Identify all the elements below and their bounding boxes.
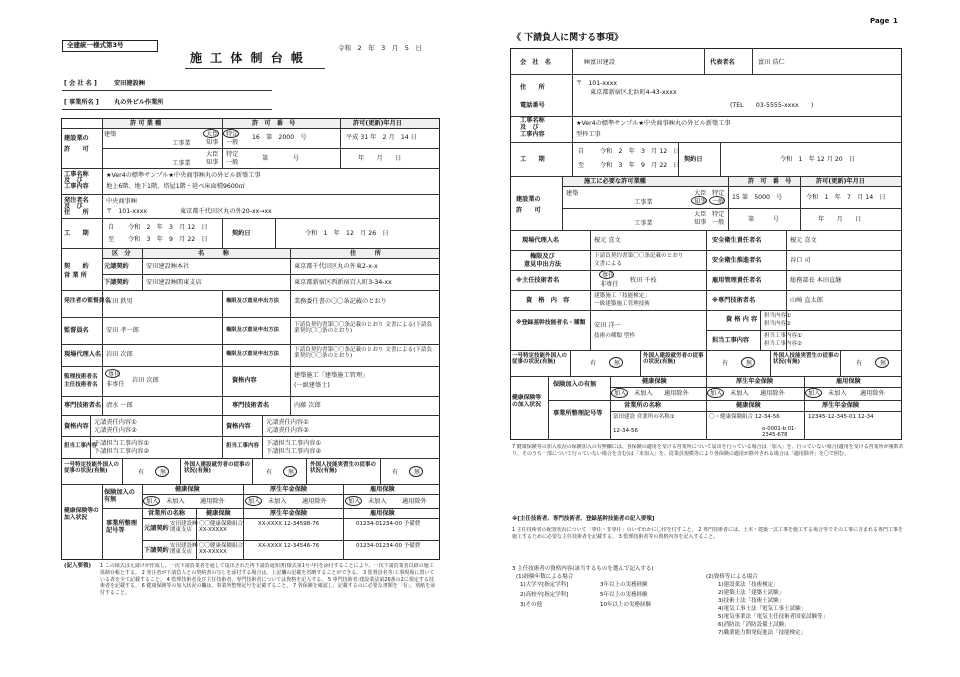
sub-work-name: ★Ver4の標準サンプル★中央商事㈱丸の外ビル新築工事 (576, 120, 731, 127)
notes-text: 1 この様式は元請けが作成し、一次下請負業者を通して提出された再下請負通知書(様式第1号-甲)を添付することにより、一次下請負業者以降の施工体制台帳とする。 2 発注者が下請負人との契約書の写しを添付する場合は、上記欄の記載を省略することができる。 3 監督員名等:工事現場に置いている者を全て記載すること。 4 監理技術者及び主任技術者、専門技術者については資格を記入する。 5 専門技術者:建設業法第26条の2に規定する技術者を記載する。 6 健康保険等の加入状況の欄は、事業所整理記号を記載すること。 7 各保険を確認し、記載するのに必要な書類を「有」、別紙を添付すること。 (100, 563, 436, 596)
list-item: 1)大学卒[指定学科] (520, 582, 569, 588)
chief-engineer-name: 岩田 次郎 (132, 377, 159, 384)
sub-address: 東京都新宿区北浜町4-43-xxxx (590, 89, 677, 96)
list-item: 10年以上の実務経験 (600, 602, 651, 608)
sub-safety-name: 榎元 喜文 (790, 237, 817, 244)
sub-license-date: 令和 1 年 7 月 14 日 (806, 194, 886, 201)
company-label: [ 会 社 名 ] (64, 80, 97, 87)
list-item: 5)電気事業法「電気主任技術者国家試験等」 (718, 614, 829, 620)
list-item: 2)高校卒[指定学科] (520, 592, 569, 598)
project-name: ★Ver4の標準サンプル★中央商事㈱丸の外ビル新築工事 (106, 172, 261, 179)
sub-specialist-name: 山崎 直太郎 (790, 297, 823, 304)
office-name: 丸の外ビル作業所 (114, 99, 164, 106)
page-title: 施 工 体 制 台 帳 (190, 51, 305, 65)
contract-date: 令和 1 年 12 月 26 日 (305, 230, 389, 237)
sub-notes-2: 1 主任技術者の配置状況について「専任・非専任」のいずれかに〇印を付すこと。 2 専門技術者には、土木・建築一式工事を施工する場合等でその工事に含まれる専門工事を施工するために必要な主任技術者を記載する。 3 監理技術者等の資格内容を記入すること。 (512, 527, 904, 540)
sub-safety-promoter: 谷口 司 (790, 257, 811, 264)
office-label: [ 事業所名 ] (64, 99, 99, 106)
sub-employment-manager: 総務部長 本田直継 (790, 277, 842, 284)
form-number: 全建統一様式第3号 (67, 41, 124, 49)
client-address: 東京都千代田区丸の外20-xx→xx (180, 208, 272, 215)
list-item: 2)建築士法「建築士試験」 (718, 590, 785, 596)
list-item: 7)職業能力開発促進法「技能検定」 (718, 630, 807, 636)
period-from: 令和 2 年 3 月 12 日 (128, 224, 208, 231)
contract-row-kind: 下請契約 (104, 279, 129, 286)
insurance-row-kind: 元請契約 (144, 525, 169, 532)
insurance-row-kind: 下請契約 (144, 547, 169, 554)
document-date: 令和 2 年 3 月 5 日 (338, 44, 422, 52)
sub-contract-date: 令和 1 年 12 月 20 日 (780, 156, 856, 163)
client-name: 中央商事㈱ (106, 198, 137, 205)
period-to: 令和 3 年 9 月 22 日 (128, 236, 208, 243)
license-date: 平成 31 年 2 月 14 日 (346, 134, 417, 141)
sub-chief-name: 牧田 千枝 (630, 277, 657, 284)
specialist-name-right: 内藤 次郎 (294, 402, 321, 409)
contract-row-kind: 元請契約 (104, 263, 129, 270)
page-label: Page (870, 17, 890, 25)
list-item: (2)資格等による場合 (706, 574, 758, 580)
page-number: 1 (893, 17, 898, 25)
sub-skilled-name: 安田 洋一 (594, 322, 621, 329)
contract-row-name: 安田建設㈱関東支店 (146, 279, 202, 286)
sub-representative: 富田 浩仁 (758, 59, 785, 66)
sub-work-content: 型枠工事 (576, 131, 601, 138)
sub-phone: (TEL 03-5555-xxxx ) (730, 102, 814, 109)
list-item: (1)経験年数による場合 (516, 574, 574, 580)
list-item: 5年以上の実務経験 (600, 592, 648, 598)
contract-row-address: 東京都千代田区丸の外東2-x-x (294, 263, 378, 270)
license-number: 16 第 2000 号 (252, 134, 307, 141)
list-item: 3)技術士法「技術士試験」 (718, 598, 785, 604)
list-item: 3年以上の実務経験 (600, 582, 648, 588)
list-item: 4)電気工事士法「電気工事士試験」 (718, 606, 807, 612)
license-trade: 建築 (104, 131, 117, 138)
sub-company-name: ㈱富田建設 (584, 59, 615, 66)
supervisor-name: 吉田 鉄男 (106, 298, 133, 305)
subcontractor-section-title: 《 下請負人に関する事項》 (512, 33, 624, 43)
contract-row-address: 東京都新宿区西新宿百人町3-34-xx (294, 279, 392, 286)
sub-agent-name: 榎元 喜文 (594, 237, 621, 244)
company-name: 安田建設㈱ (114, 80, 145, 87)
agent-name: 岩田 次郎 (106, 351, 133, 358)
specialist-name: 清水 一郎 (106, 402, 133, 409)
notes-label: (記入要領) (64, 563, 92, 569)
project-content: 地上6階、地下1階、塔屋1階・延べ床面積9600㎡ (106, 183, 245, 190)
sub-period-from: 令和 2 年 3 月 12 日 (600, 148, 680, 155)
sub-insurance-office: 富田建設 営業所の名称① (613, 414, 675, 420)
list-item: 6)消防法「消防設備士試験」 (718, 622, 790, 628)
sub-notes-1: 7 健康保険等の加入状況の保険加入の有無欄には、各保険の適用を受ける営業所について届出を行っている場合は「加入」を、行っていない場合(適用を受ける営業所が複数あり、そのうち一部について行っていない場合を含む)は「未加入」を、従業員規模等により各保険の適用が除外される場合は「適用除外」を〇で囲む。 (512, 444, 904, 457)
supervisor-name: 安田 孝一郎 (106, 327, 139, 334)
list-item: 1)建設業法「技術検定」 (718, 582, 779, 588)
sub-period-to: 令和 3 年 9 月 22 日 (600, 162, 680, 169)
list-item: 3)その他 (520, 602, 543, 608)
sub-license-number: 15 第 5000 号 (732, 194, 783, 201)
contract-row-name: 安田建設㈱本社 (146, 263, 190, 270)
